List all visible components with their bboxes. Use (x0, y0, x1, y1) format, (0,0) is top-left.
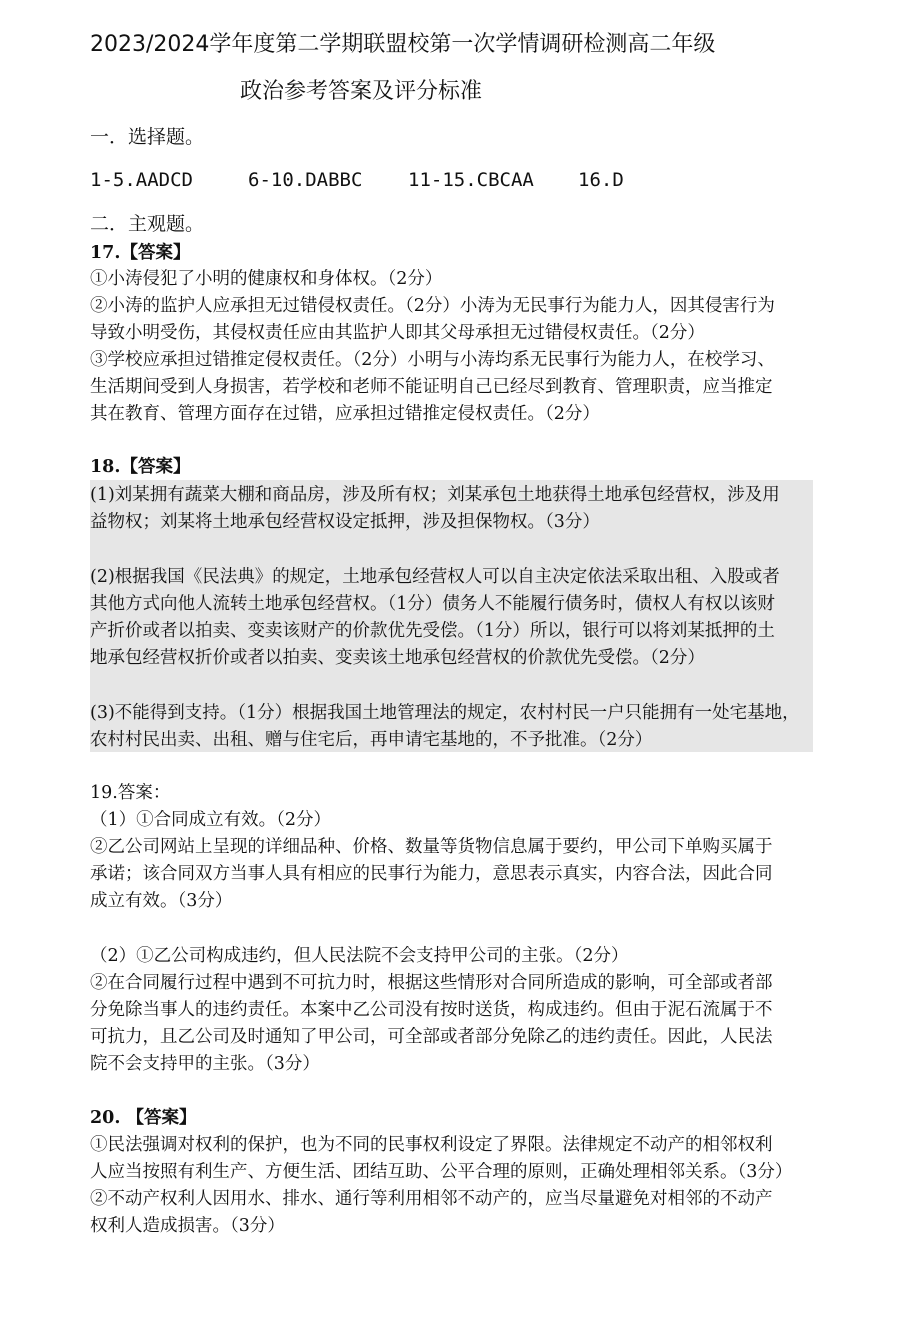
q17-label: 17.【答案】 (90, 243, 191, 263)
q19-line: 分免除当事人的违约责任。本案中乙公司没有按时送货，构成违约。但由于泥石流属于不 (90, 1000, 773, 1020)
q19-line: 可抗力，且乙公司及时通知了甲公司，可全部或者部分免除乙的违约责任。因此，人民法 (90, 1027, 773, 1047)
q20-line: 权利人造成损害。（3分） (90, 1216, 285, 1236)
q19-label: 19.答案： (90, 783, 171, 803)
q18-label: 18.【答案】 (90, 457, 191, 477)
q19-line: 院不会支持甲的主张。（3分） (90, 1054, 320, 1074)
q19-line: ②在合同履行过程中遇到不可抗力时，根据这些情形对合同所造成的影响，可全部或者部 (90, 973, 773, 993)
document-subtitle: 政治参考答案及评分标准 (240, 79, 483, 104)
q18-line: (3)不能得到支持。（1分）根据我国土地管理法的规定，农村村民一户只能拥有一处宅基地， (90, 703, 800, 723)
q18-line: 农村村民出卖、出租、赠与住宅后，再申请宅基地的，不予批准。（2分） (90, 730, 653, 750)
choice-group-2: 6-10.DABBC (248, 169, 363, 191)
q17-line: ②小涛的监护人应承担无过错侵权责任。（2分）小涛为无民事行为能力人，因其侵害行为 (90, 296, 775, 316)
q18-line: (1)刘某拥有蔬菜大棚和商品房，涉及所有权；刘某承包土地获得土地承包经营权，涉及用 (90, 485, 780, 505)
choice-group-1: 1-5.AADCD (90, 169, 193, 191)
q17-line: 导致小明受伤，其侵权责任应由其监护人即其父母承担无过错侵权责任。（2分） (90, 323, 705, 343)
q19-line: （2）①乙公司构成违约，但人民法院不会支持甲公司的主张。（2分） (90, 946, 629, 966)
q20-line: ②不动产权利人因用水、排水、通行等利用相邻不动产的，应当尽量避免对相邻的不动产 (90, 1189, 773, 1209)
q18-line: 地承包经营权折价或者以拍卖、变卖该土地承包经营权的价款优先受偿。（2分） (90, 648, 705, 668)
document-title: 2023/2024学年度第二学期联盟校第一次学情调研检测高二年级 (90, 32, 716, 57)
q18-line: 产折价或者以拍卖、变卖该财产的价款优先受偿。（1分）所以，银行可以将刘某抵押的土 (90, 621, 775, 641)
q17-line: ③学校应承担过错推定侵权责任。（2分）小明与小涛均系无民事行为能力人，在校学习、 (90, 350, 775, 370)
q19-line: 成立有效。（3分） (90, 891, 233, 911)
q20-line: 人应当按照有利生产、方便生活、团结互助、公平合理的原则，正确处理相邻关系。（3分） (90, 1162, 793, 1182)
choice-group-3: 11-15.CBCAA (408, 169, 534, 191)
q19-line: （1）①合同成立有效。（2分） (90, 810, 332, 830)
q20-line: ①民法强调对权利的保护，也为不同的民事权利设定了界限。法律规定不动产的相邻权利 (90, 1135, 773, 1155)
subjective-section-heading: 二．主观题。 (90, 213, 205, 235)
q18-line: (2)根据我国《民法典》的规定，土地承包经营权人可以自主决定依法采取出租、入股或者 (90, 567, 780, 587)
q17-line: 生活期间受到人身损害，若学校和老师不能证明自己已经尽到教育、管理职责，应当推定 (90, 377, 773, 397)
q18-line: 其他方式向他人流转土地承包经营权。（1分）债务人不能履行债务时，债权人有权以该财 (90, 594, 775, 614)
choice-group-4: 16.D (578, 169, 624, 191)
q18-line: 益物权；刘某将土地承包经营权设定抵押，涉及担保物权。（3分） (90, 512, 600, 532)
q17-line: ①小涛侵犯了小明的健康权和身体权。（2分） (90, 269, 443, 289)
q20-label: 20. 【答案】 (90, 1108, 197, 1128)
q19-line: 承诺；该合同双方当事人具有相应的民事行为能力，意思表示真实，内容合法，因此合同 (90, 864, 773, 884)
q17-line: 其在教育、管理方面存在过错，应承担过错推定侵权责任。（2分） (90, 404, 600, 424)
q19-line: ②乙公司网站上呈现的详细品种、价格、数量等货物信息属于要约，甲公司下单购买属于 (90, 837, 773, 857)
choice-section-heading: 一．选择题。 (90, 126, 205, 148)
